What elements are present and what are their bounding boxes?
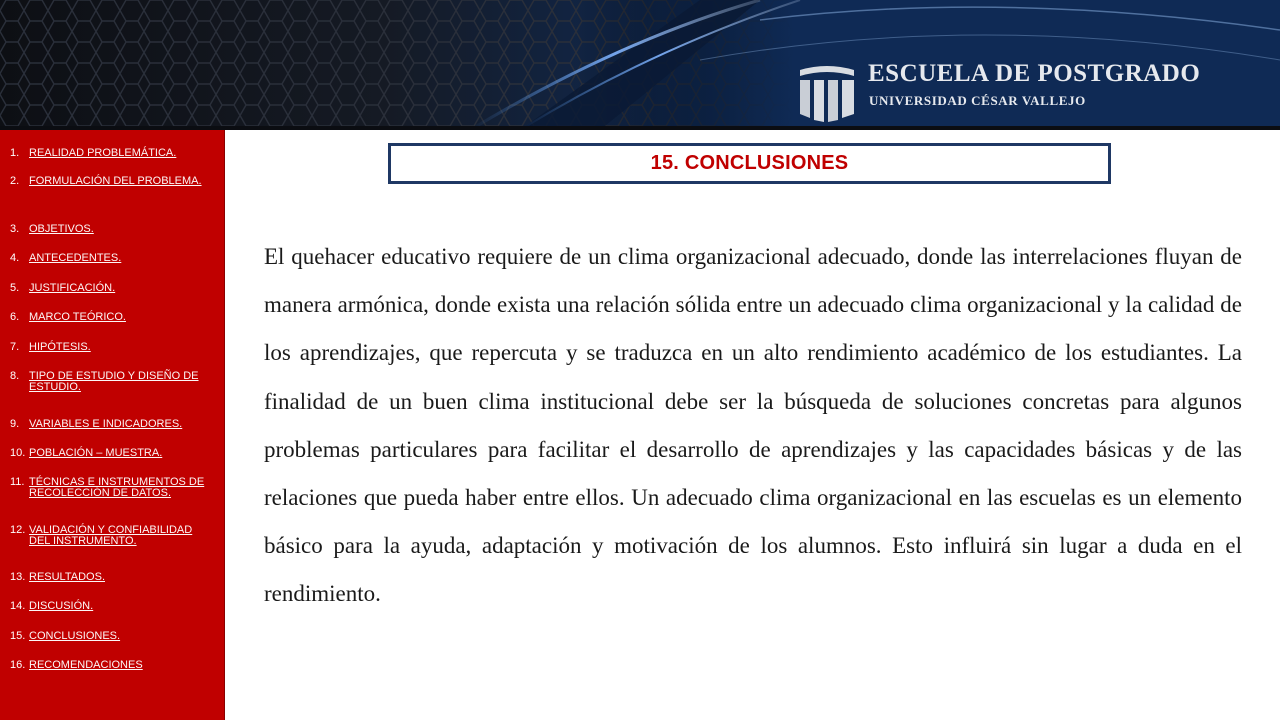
sidebar-item-hipotesis[interactable] <box>10 342 216 353</box>
item-number: 14. <box>10 600 26 612</box>
sidebar-link[interactable]: MARCO TEÓRICO. <box>29 311 126 323</box>
sidebar-link[interactable]: FORMULACIÓN DEL PROBLEMA. <box>29 175 202 187</box>
item-number: 8. <box>10 370 20 382</box>
sidebar-item-recomendaciones[interactable] <box>10 660 216 671</box>
header-banner <box>0 0 1280 130</box>
sidebar-link[interactable]: TIPO DE ESTUDIO Y DISEÑO DE ESTUDIO. <box>29 370 199 393</box>
sidebar-item-antecedentes[interactable] <box>10 253 216 264</box>
item-number: 3. <box>10 223 20 235</box>
sidebar-link[interactable]: DISCUSIÓN. <box>29 600 94 612</box>
sidebar-nav <box>0 130 225 720</box>
item-number: 15. <box>10 630 26 642</box>
sidebar-link[interactable]: ANTECEDENTES. <box>29 252 122 264</box>
brand-subtitle: UNIVERSIDAD CÉSAR VALLEJO <box>869 93 1086 108</box>
item-number: 5. <box>10 282 20 294</box>
item-number: 10. <box>10 447 26 459</box>
sidebar-link[interactable]: RESULTADOS. <box>29 571 105 583</box>
item-number: 6. <box>10 311 20 323</box>
sidebar-item-realidad-problematica[interactable] <box>10 148 216 159</box>
sidebar-link[interactable]: POBLACIÓN – MUESTRA. <box>29 447 163 459</box>
sidebar-link[interactable]: VALIDACIÓN Y CONFIABILIDAD DEL INSTRUMENTO. <box>29 524 193 547</box>
item-number: 4. <box>10 252 20 264</box>
sidebar-link[interactable]: OBJETIVOS. <box>29 223 94 235</box>
sidebar-link[interactable]: REALIDAD PROBLEMÁTICA. <box>29 147 177 159</box>
sidebar-item-tecnicas[interactable] <box>10 477 216 499</box>
section-title-box <box>388 143 1111 184</box>
sidebar-link[interactable]: VARIABLES E INDICADORES. <box>29 418 183 430</box>
brand-title: ESCUELA DE POSTGRADO <box>868 60 1201 87</box>
ucv-shield-logo-icon <box>796 62 858 124</box>
sidebar-item-poblacion[interactable] <box>10 448 216 459</box>
item-number: 16. <box>10 659 26 671</box>
sidebar-item-validacion[interactable] <box>10 525 216 547</box>
item-number: 7. <box>10 341 20 353</box>
sidebar-link[interactable]: JUSTIFICACIÓN. <box>29 282 116 294</box>
sidebar-item-marco-teorico[interactable] <box>10 312 216 323</box>
sidebar-item-discusion[interactable] <box>10 601 216 612</box>
item-number: 13. <box>10 571 26 583</box>
sidebar-item-conclusiones[interactable] <box>10 631 216 642</box>
item-number: 1. <box>10 147 20 159</box>
sidebar-item-variables[interactable] <box>10 419 216 430</box>
sidebar-link[interactable]: TÉCNICAS E INSTRUMENTOS DE RECOLECCIÓN DE DATOS. <box>29 476 205 499</box>
sidebar-link[interactable]: HIPÓTESIS. <box>29 341 91 353</box>
item-number: 11. <box>10 476 25 488</box>
conclusion-paragraph: El quehacer educativo requiere de un clima organizacional adecuado, donde las interrelaciones fluyan de manera armónica, donde exista una relación sólida entre un adecuado clima organizacional y la calidad de los aprendizajes, que repercuta y se traduzca en un alto rendimiento académico de los estudiantes. La finalidad de un buen clima institucional debe ser la búsqueda de soluciones concretas para algunos problemas particulares para facilitar el desarrollo de aprendizajes y las capacidades básicas y de las relaciones que pueda haber entre ellos. Un adecuado clima organizacional en las escuelas es un elemento básico para la ayuda, adaptación y motivación de los alumnos. Esto influirá sin lugar a duda en el rendimiento. <box>264 244 1242 607</box>
sidebar-item-justificacion[interactable] <box>10 283 216 294</box>
item-number: 9. <box>10 418 20 430</box>
sidebar-item-tipo-estudio[interactable] <box>10 371 216 393</box>
sidebar-item-formulacion[interactable] <box>10 176 216 187</box>
page-title: 15. CONCLUSIONES <box>650 152 849 174</box>
sidebar-item-resultados[interactable] <box>10 572 216 583</box>
sidebar-link[interactable]: RECOMENDACIONES <box>29 659 143 671</box>
item-number: 12. <box>10 524 26 536</box>
sidebar-link[interactable]: CONCLUSIONES. <box>29 630 121 642</box>
item-number: 2. <box>10 175 20 187</box>
sidebar-item-objetivos[interactable] <box>10 224 216 235</box>
